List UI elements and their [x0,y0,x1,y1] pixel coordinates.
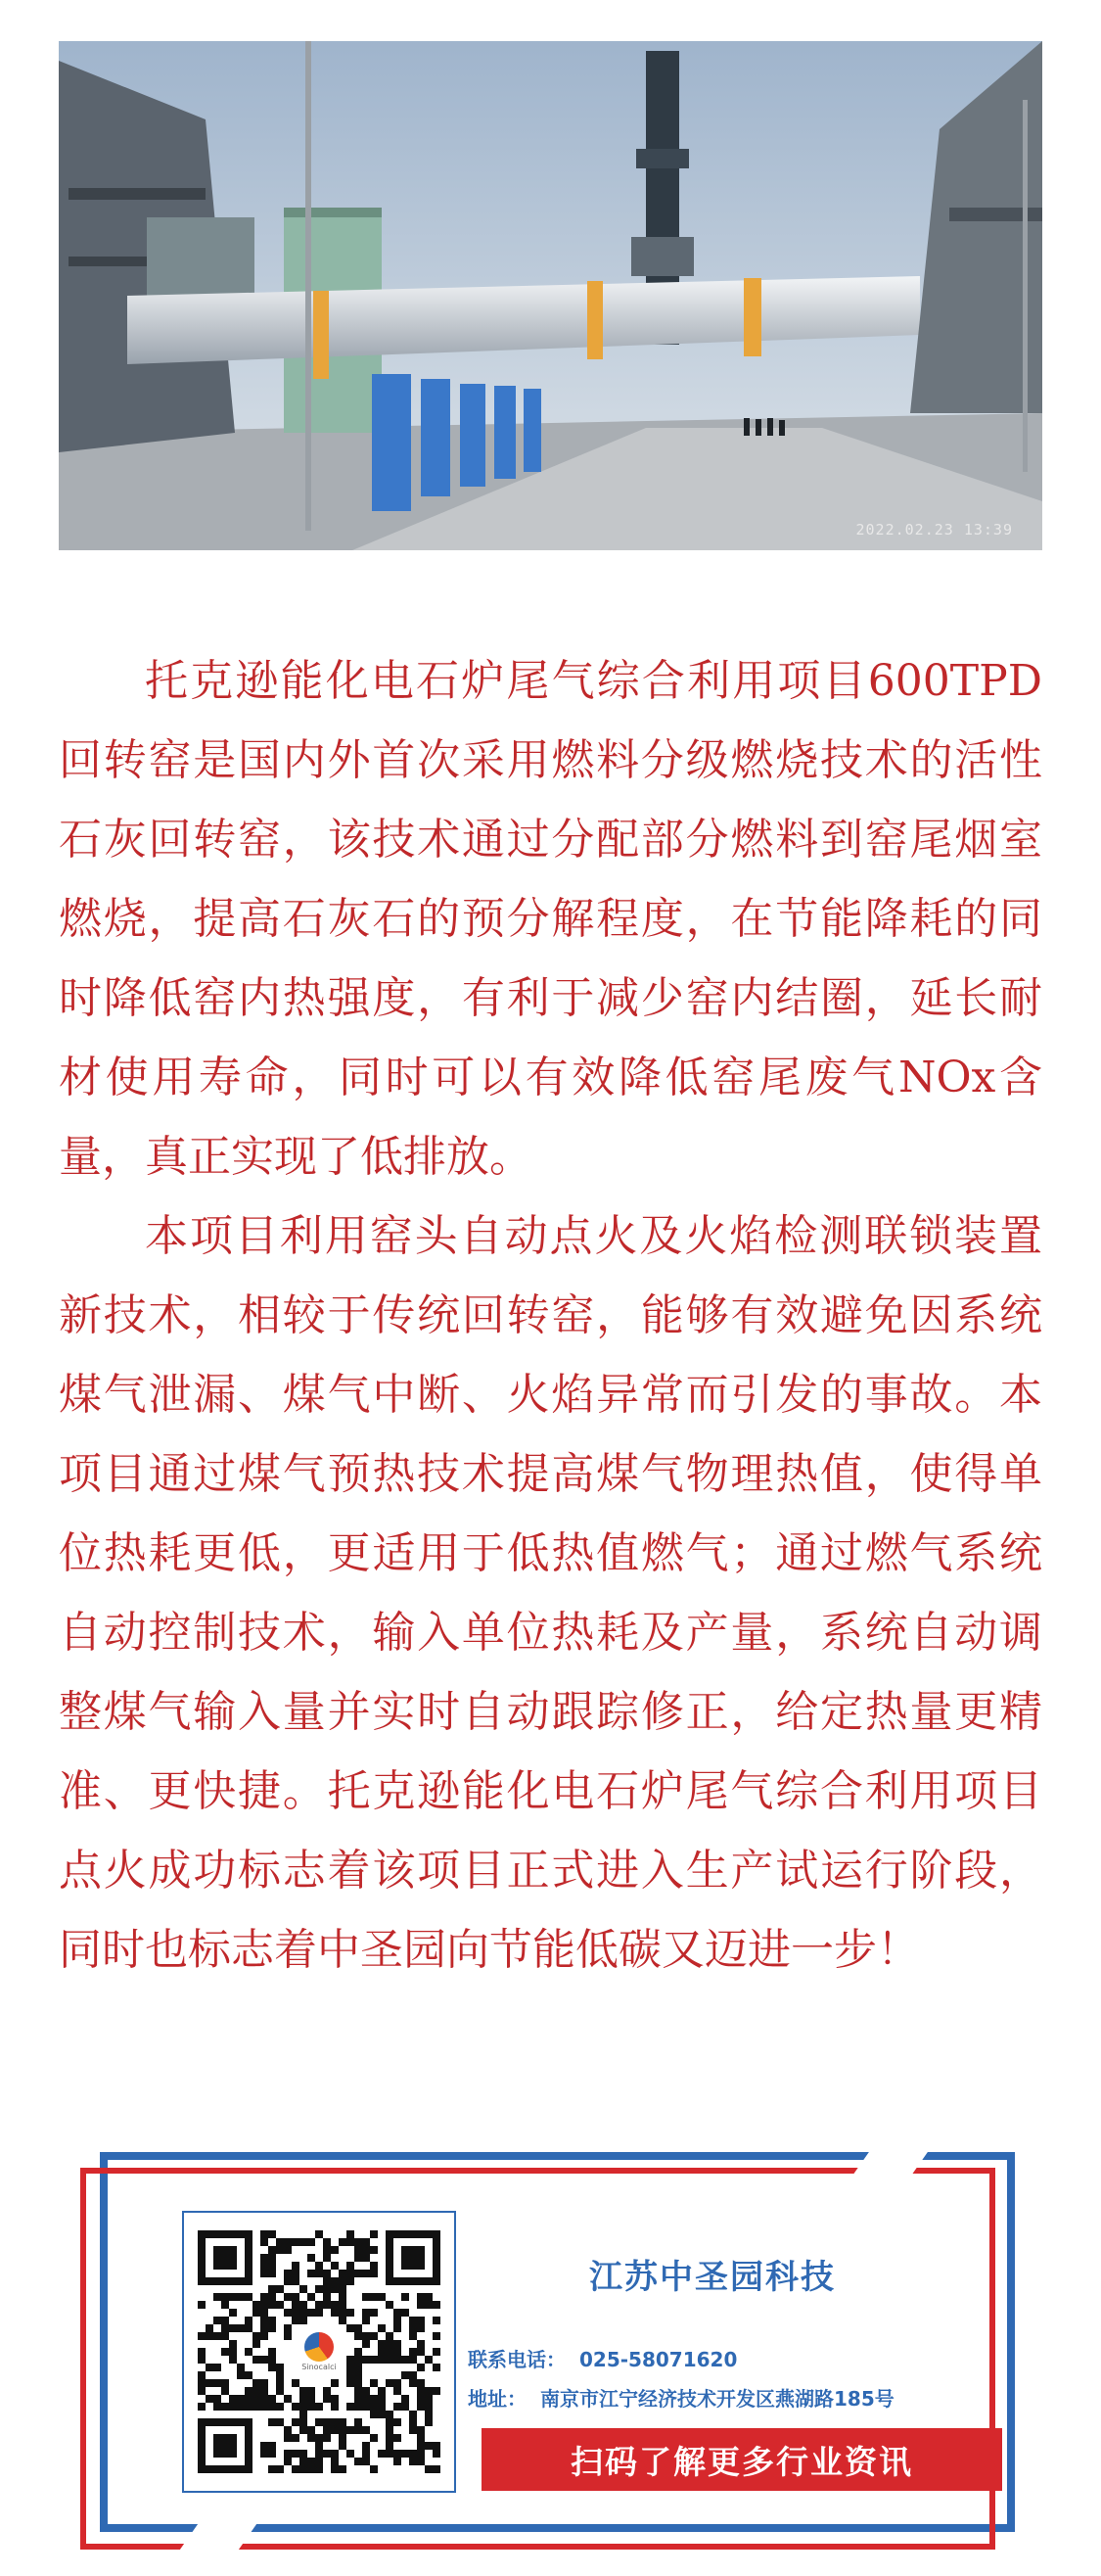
article-paragraph: 托克逊能化电石炉尾气综合利用项目600TPD回转窑是国内外首次采用燃料分级燃烧技术的活性石灰回转窑，该技术通过分配部分燃料到窑尾烟室燃烧，提高石灰石的预分解程度，在节能降耗的同时降低窑内热强度，有利于减少窑内结圈，延长耐材使用寿命，同时可以有效降低窑尾废气NOx含量，真正实现了低排放。 [59,656,1042,1182]
phone-number[interactable]: 025-58071620 [579,2348,738,2371]
phone-label: 联系电话： [468,2348,566,2371]
qr-code[interactable] [182,2211,456,2493]
contact-card [76,2152,1026,2553]
kiln-photo [59,41,1042,550]
company-name: 江苏中圣园科技 [589,2258,836,2297]
qr-logo-text: Sinocalci [301,2363,337,2371]
kiln-photo-illustration [59,41,1042,550]
article-body [59,641,1042,1990]
address-label: 地址： [468,2387,527,2411]
article-paragraph: 本项目利用窑头自动点火及火焰检测联锁装置新技术，相较于传统回转窑，能够有效避免因系统煤气泄漏、煤气中断、火焰异常而引发的事故。本项目通过煤气预热技术提高煤气物理热值，使得单位热耗更低，更适用于低热值燃气；通过燃气系统自动控制技术，输入单位热耗及产量，系统自动调整煤气输入量并实时自动跟踪修正，给定热量更精准、更快捷。托克逊能化电石炉尾气综合利用项目点火成功标志着该项目正式进入生产试运行阶段，同时也标志着中圣园向节能低碳又迈进一步！ [59,1211,1042,1975]
scan-for-news-button[interactable]: 扫码了解更多行业资讯 [482,2428,1002,2491]
photo-timestamp: 2022.02.23 13:39 [855,521,1013,539]
sinocalci-logo-icon [292,2324,346,2379]
address-text: 南京市江宁经济技术开发区燕湖路185号 [540,2387,895,2411]
address-row [468,2383,895,2412]
phone-row [468,2344,737,2372]
